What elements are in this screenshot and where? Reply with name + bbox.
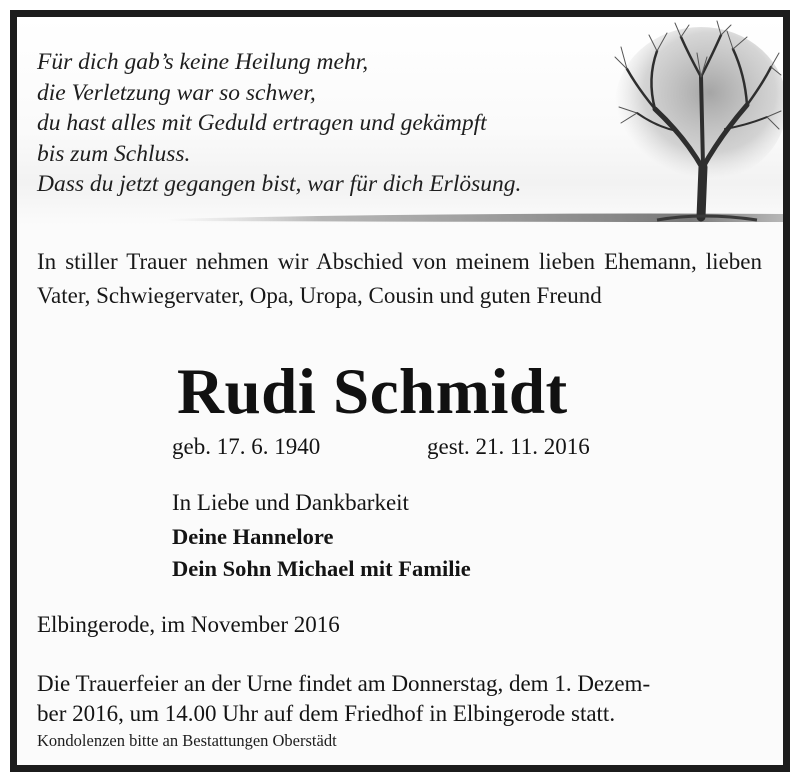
condolences-note: Kondolenzen bitte an Bestattungen Oberstädt bbox=[37, 731, 337, 750]
poem-line: Für dich gab’s keine Heilung mehr, bbox=[37, 49, 369, 75]
poem-line: Dass du jetzt gegangen bist, war für dich Erlösung. bbox=[37, 171, 522, 197]
signature-name: Dein Sohn Michael mit Familie bbox=[172, 556, 471, 581]
ceremony-line: Die Trauerfeier an der Urne findet am Donnerstag, dem 1. Dezem- bbox=[37, 671, 651, 696]
poem-line: die Verletzung war so schwer, bbox=[37, 79, 316, 106]
poem-line: du hast alles mit Geduld ertragen und gekämpft bbox=[37, 110, 487, 136]
bare-tree-icon bbox=[597, 17, 783, 225]
place-date: Elbingerode, im November 2016 bbox=[37, 612, 340, 637]
poem-line: bis zum Schluss. bbox=[37, 140, 191, 167]
ceremony-info bbox=[37, 669, 650, 729]
death-date: gest. 21. 11. 2016 bbox=[427, 434, 590, 459]
obituary-frame bbox=[10, 10, 790, 772]
intro-text: In stiller Trauer nehmen wir Abschied von meinem lieben Ehemann, lieben Vater, Schwiegervater, Opa, Uropa, Cousin und guten Freund bbox=[37, 249, 762, 308]
poem-header bbox=[17, 17, 783, 225]
birth-date: geb. 17. 6. 1940 bbox=[172, 434, 321, 459]
ceremony-line: ber 2016, um 14.00 Uhr auf dem Friedhof in Elbingerode statt. bbox=[37, 701, 616, 726]
signature-name: Deine Hannelore bbox=[172, 524, 334, 549]
deceased-name: Rudi Schmidt bbox=[177, 356, 568, 428]
signature-intro: In Liebe und Dankbarkeit bbox=[172, 490, 409, 515]
poem bbox=[37, 47, 521, 200]
